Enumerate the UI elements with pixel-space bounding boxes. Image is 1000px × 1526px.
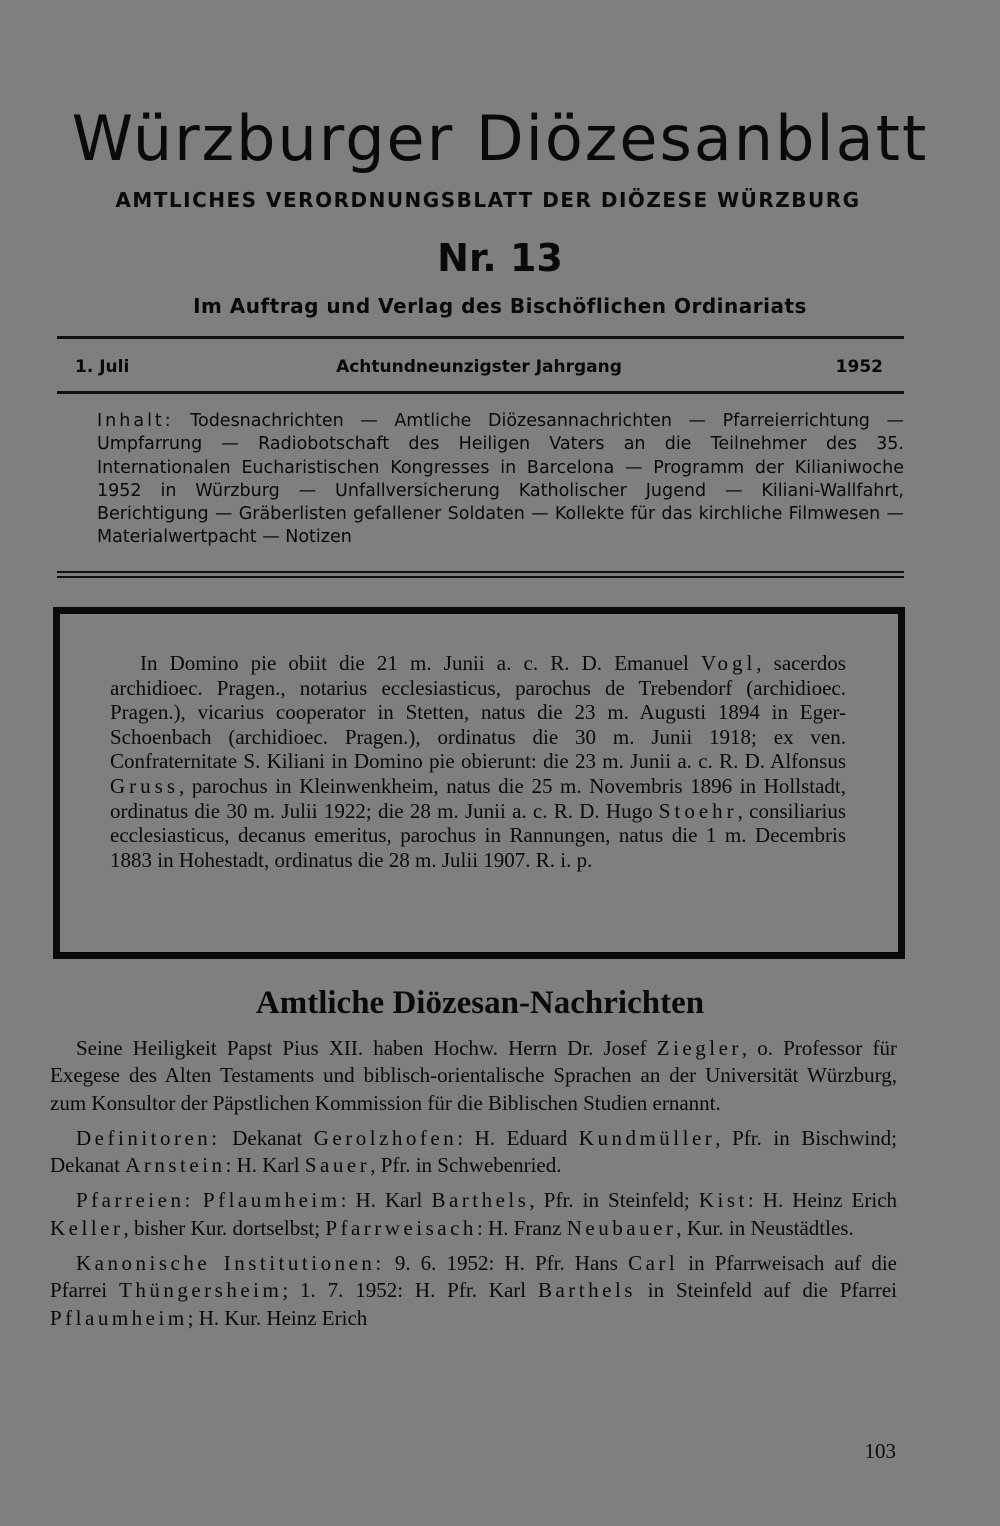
section-heading: Amtliche Diözesan-Nachrichten [255, 985, 705, 1021]
obituary-notice [110, 651, 846, 872]
obituary-text: , consiliarius ecclesiasticus, decanus emeritus, parochus in Rannungen, natus die 1 m. Decembris 1883 in Hohestadt, ordinatus die 28 m. Julii 1907. R. i. p. [110, 798, 846, 872]
volume-label: Achtundneunzigster Jahrgang [336, 357, 622, 377]
paragraph-definitoren: Definitoren: Dekanat Gerolzhofen: H. Eduard Kundmüller, Pfr. in Bischwind; Dekanat Arnstein: H. Karl Sauer, Pfr. in Schwebenried. [50, 1125, 897, 1178]
issue-year: 1952 [835, 357, 883, 377]
rule-double-top [57, 571, 904, 573]
obituary-name: Vogl [700, 651, 757, 675]
article-body [50, 1035, 897, 1340]
rule-double-bottom [57, 576, 904, 578]
contents-text: Todesnachrichten — Amtliche Diözesannachrichten — Pfarreierrichtung — Umpfarrung — Radiobotschaft des Heiligen Vaters an die Teilnehmer des 35. Internationalen Eucharistischen Kongresses in Barcelona — Programm der Kilianiwoche 1952 in Würzburg — Unfallversicherung Katholischer Jugend — Kiliani-Wallfahrt, Berichtigung — Gräberlisten gefallener Soldaten — Kollekte für das kirchliche Filmwesen — Materialwertpacht — Notizen [97, 411, 904, 548]
dateline [75, 357, 883, 377]
obituary-text: In Domino pie obiit die 21 m. Junii a. c. R. D. Emanuel [140, 651, 701, 675]
table-of-contents [97, 410, 904, 550]
contents-label: Inhalt: [97, 411, 174, 431]
page-number: 103 [864, 1439, 896, 1463]
paragraph-appointment: Seine Heiligkeit Papst Pius XII. haben Hochw. Herrn Dr. Josef Ziegler, o. Professor für Exegese des Alten Testaments und biblisch-orientalische Sprachen an der Universität Würzburg, zum Konsultor der Päpstlichen Kommission für die Biblischen Studien ernannt. [50, 1036, 898, 1115]
obituary-name: Stoehr [658, 798, 738, 823]
obituary-text: , sacerdos archidioec. Pragen., notarius ecclesiasticus, parochus de Trebendorf (archidioec. Pragen.), vicarius cooperator in Stetten, natus die 23 m. Augusti 1894 in Eger-Schoenbach (archidioec. Pragen.), ordinatus die 30 m. Junii 1918; ex ven. Confraternitate S. Kiliani in Domino pie obierunt: die 23 m. Junii a. c. R. D. Alfonsus [110, 651, 846, 774]
publisher-line: Im Auftrag und Verlag des Bischöflichen Ordinariats [193, 294, 807, 318]
publication-subtitle: AMTLICHES VERORDNUNGSBLATT DER DIÖZESE WÜRZBURG [115, 188, 861, 212]
issue-date: 1. Juli [75, 357, 130, 377]
rule-dateline [57, 391, 904, 394]
obituary-name: Gruss [110, 773, 180, 798]
rule-top [57, 336, 904, 339]
paragraph-pfarreien: Pfarreien: Pflaumheim: H. Karl Barthels, Pfr. in Steinfeld; Kist: H. Heinz Erich Keller, bisher Kur. dortselbst; Pfarrweisach: H. Franz Neubauer, Kur. in Neustädtles. [50, 1188, 898, 1240]
issue-number: Nr. 13 [437, 236, 563, 280]
paragraph-institutionen: Kanonische Institutionen: 9. 6. 1952: H. Pfr. Hans Carl in Pfarrweisach auf die Pfarrei Thüngersheim; 1. 7. 1952: H. Pfr. Karl Barthels in Steinfeld auf die Pfarrei Pflaumheim; H. Kur. Heinz Erich [50, 1251, 898, 1330]
obituary-text: , parochus in Kleinwenkheim, natus die 25 m. Novembris 1896 in Hollstadt, ordinatus die 30 m. Julii 1922; die 28 m. Junii a. c. R. D. Hugo [110, 773, 846, 823]
publication-title: Würzburger Diözesanblatt [71, 102, 929, 175]
